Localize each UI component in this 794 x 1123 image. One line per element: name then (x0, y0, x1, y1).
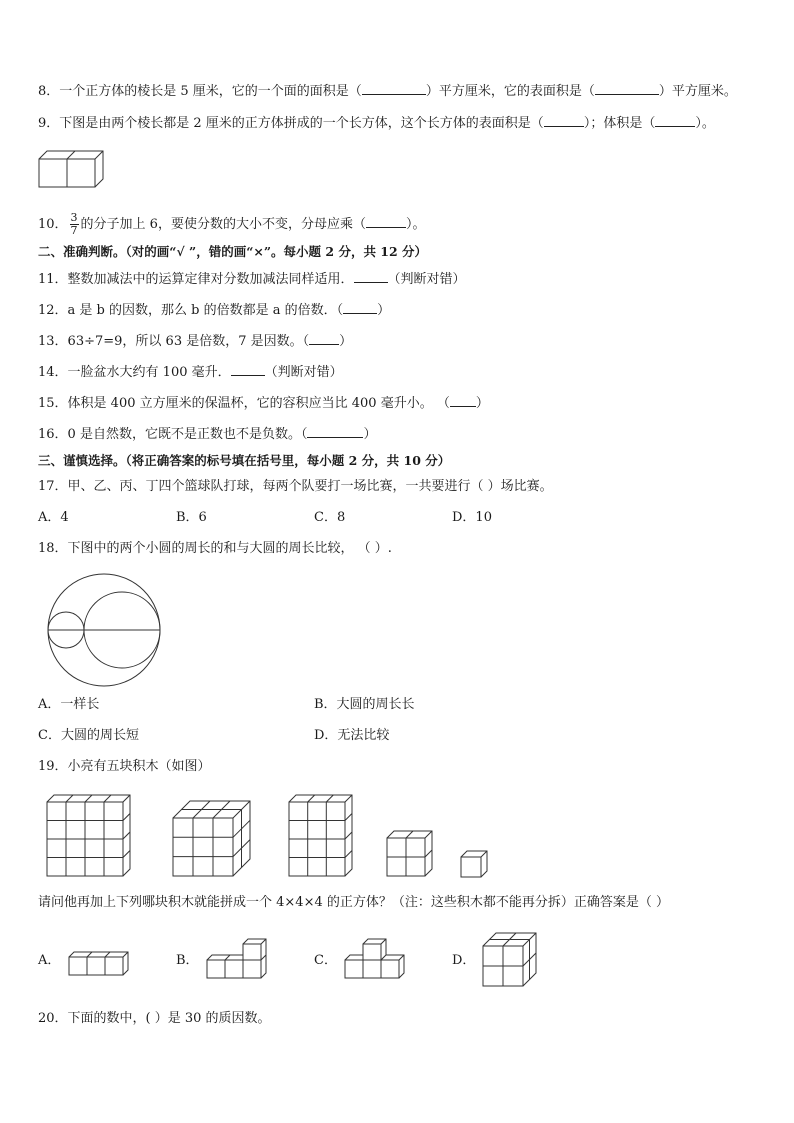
option-c[interactable]: C． (314, 953, 337, 968)
answer-blank[interactable] (231, 363, 265, 376)
cuboid-figure (38, 150, 108, 190)
answer-blank[interactable] (343, 301, 377, 314)
question-9: 9．下图是由两个棱长都是 2 厘米的正方体拼成的一个长方体，这个长方体的表面积是（ ）；体积是（ ）。 (38, 116, 715, 131)
answer-blank[interactable] (450, 394, 476, 407)
question-12: 12．a 是 b 的因数，那么 b 的倍数都是 a 的倍数．（ ） (38, 303, 391, 318)
answer-blank[interactable] (366, 215, 406, 228)
answer-blank[interactable] (544, 114, 584, 127)
option-b[interactable]: B．6 (176, 510, 207, 525)
answer-blank[interactable] (309, 332, 339, 345)
question-16: 16．0 是自然数，它既不是正数也不是负数。（ ） (38, 427, 377, 442)
question-19: 19．小亮有五块积木（如图） (38, 759, 211, 774)
block-5-figure (460, 850, 488, 878)
option-a[interactable]: A．4 (38, 510, 69, 525)
block-2-figure (172, 800, 252, 878)
option-d[interactable]: D．10 (452, 510, 492, 525)
fraction: $\frac{3}{7}$ (70, 211, 78, 237)
question-14: 14．一脸盆水大约有 100 毫升． （判断对错） (38, 365, 343, 380)
option-a[interactable]: A．一样长 (38, 697, 100, 712)
option-a[interactable]: A． (38, 953, 61, 968)
question-15: 15．体积是 400 立方厘米的保温杯，它的容积应当比 400 毫升小。 （ ） (38, 396, 489, 411)
section-heading-3: 三、谨慎选择。（将正确答案的标号填在括号里，每小题 2 分，共 10 分） (38, 453, 451, 468)
question-18: 18．下图中的两个小圆的周长的和与大圆的周长比较， （ ）. (38, 541, 392, 556)
circles-figure (46, 572, 162, 688)
question-19-prompt: 请问他再加上下列哪块积木就能拼成一个 4×4×4 的正方体？（注：这些积木都不能再分拆）正确答案是（ ） (38, 895, 669, 910)
option-c[interactable]: C．大圆的周长短 (38, 728, 139, 743)
block-3-figure (288, 794, 354, 878)
option-d[interactable]: D．无法比较 (314, 728, 390, 743)
option-d[interactable]: D． (452, 953, 476, 968)
option-d-block-figure[interactable] (482, 932, 538, 988)
block-1-figure (46, 794, 132, 878)
option-a-block-figure[interactable] (68, 951, 130, 977)
question-13: 13．63÷7=9，所以 63 是倍数，7 是因数。（ ） (38, 334, 353, 349)
option-b[interactable]: B． (176, 953, 199, 968)
answer-blank[interactable] (307, 425, 363, 438)
answer-blank[interactable] (655, 114, 695, 127)
block-4-figure (386, 830, 434, 878)
question-20: 20．下面的数中，( ）是 30 的质因数。 (38, 1011, 271, 1026)
question-10: 10． $\frac{3}{7}$ 的分子加上 6，要使分数的大小不变，分母应乘（ ）。 (38, 211, 426, 237)
answer-blank[interactable] (354, 270, 388, 283)
question-17: 17．甲、乙、丙、丁四个篮球队打球，每两个队要打一场比赛，一共要进行（ ）场比赛。 (38, 479, 553, 494)
option-c[interactable]: C．8 (314, 510, 346, 525)
question-11: 11．整数加减法中的运算定律对分数加减法同样适用． （判断对错） (38, 272, 466, 287)
option-b-block-figure[interactable] (206, 938, 268, 980)
section-heading-2: 二、准确判断。（对的画“√ ”，错的画“×”。每小题 2 分，共 12 分） (38, 244, 428, 259)
question-8: 8．一个正方体的棱长是 5 厘米，它的一个面的面积是（ ）平方厘米，它的表面积是（ ）平方厘米。 (38, 84, 737, 99)
option-c-block-figure[interactable] (344, 938, 406, 980)
answer-blank[interactable] (362, 82, 426, 95)
option-b[interactable]: B．大圆的周长长 (314, 697, 415, 712)
answer-blank[interactable] (595, 82, 659, 95)
